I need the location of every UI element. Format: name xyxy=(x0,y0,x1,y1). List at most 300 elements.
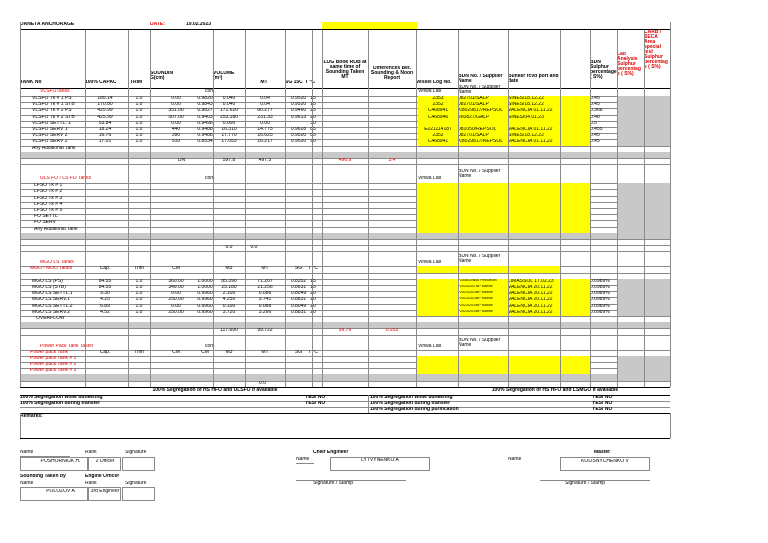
vlsfo-total-mt: 497.5 xyxy=(258,158,272,163)
mgo-port: VALENCIA 20.11.22 xyxy=(508,304,560,310)
grid-line xyxy=(20,88,670,89)
col-carb: CARB / SECA Area special test Sulphur percentag e ( S%) xyxy=(644,30,668,70)
col-bunker: Bunker rcvd port and date xyxy=(508,74,559,84)
mgo-bdn: 2023/201/BP Marine xyxy=(460,310,508,316)
grid-line xyxy=(540,480,650,481)
vlsfo-volume: 253.180 xyxy=(219,114,239,120)
vlsfo-vessel-log: E221114187 xyxy=(418,127,458,133)
mgo-subtitle: MGO / MDO Tanks xyxy=(30,266,73,272)
vlsfo-mt: 16.217 xyxy=(257,139,273,145)
vlsfo-tank-name: VLSFO Tk # 2 PS xyxy=(32,108,72,114)
vlsfo-capacity: 16.76 xyxy=(98,133,112,139)
mgo-tank-name: MGO LS (STB) xyxy=(32,285,66,290)
vlsfo-mt: 80.277 xyxy=(257,108,273,114)
sig-chief-engineer: Chief Engineer xyxy=(313,450,349,455)
vlsfo-temp: 15 xyxy=(310,96,316,101)
vlsfo-capacity: 53.84 xyxy=(98,120,112,126)
grid-line xyxy=(20,316,670,317)
grid-line xyxy=(128,30,129,387)
ulsfo-tank-name: LFSO Tk # 5 xyxy=(34,208,63,213)
mgo-temp: 20 xyxy=(310,297,316,303)
power-total: 0.0 xyxy=(259,380,266,386)
mgo-cm: 360.00 xyxy=(168,278,184,284)
vlsfo-capacity: 425.99 xyxy=(97,108,113,114)
vlsfo-tank-name: VLSFO Tk # 2 STB xyxy=(32,114,75,120)
power-tank-name: Power pack Tank # 2 xyxy=(30,362,77,367)
vlsfo-capacity: 17.01 xyxy=(98,139,112,145)
vlsfo-trim: 1.0 xyxy=(135,102,143,108)
ulsfo-vlab: Vinwa Lab xyxy=(418,176,442,182)
mgo-cm: 250.00 xyxy=(168,309,184,315)
sig-left-name: POSHORNIUK H. xyxy=(40,459,81,464)
vlsfo-capacity: 425.99 xyxy=(97,114,113,120)
vlsfo-temp: 85 xyxy=(310,127,316,132)
sig-master-name-label: Name xyxy=(508,457,522,462)
vlsfo-capacity: 18.24 xyxy=(98,127,112,132)
vlsfo-temp: 85 xyxy=(310,133,316,139)
seg-right-yes-no: YES/ NO xyxy=(592,394,613,400)
grid-line xyxy=(245,30,246,387)
col-temp: T °C xyxy=(304,80,316,85)
ulsfo-tank-name: Any Additional Tank xyxy=(34,226,78,232)
mgo-log-total: 99.76 xyxy=(338,328,352,334)
vlsfo-bdn: KB029817/REPSOL xyxy=(458,108,508,114)
col-volume: VOLUME (m³) xyxy=(213,71,235,81)
vlsfo-sounding: 0.00 xyxy=(171,120,181,126)
mgo-bdn: 2023/201/BP Marine xyxy=(460,291,508,297)
power-cm-hdr: CM xyxy=(172,349,180,355)
mgo-sg: 0.8049 xyxy=(290,291,307,297)
sig-signature-label-2: Signature xyxy=(125,481,147,486)
vlsfo-sounding: 0.00 xyxy=(171,96,181,101)
vlsfo-sulphur: 0.45 xyxy=(590,102,600,108)
mgo-bdn: 2023/201/BP Marine xyxy=(460,297,508,303)
remarks-label: Remarks: xyxy=(20,414,43,420)
vlsfo-bdn-hdr: BDN No. / Supplier Name xyxy=(458,85,501,95)
vessel-name: DANETA ANCHORAGE xyxy=(20,22,75,27)
vlsfo-port: SINES/04.01.23 xyxy=(508,115,560,121)
vlsfo-port: SINES/18.12.22 xyxy=(508,133,560,139)
mgo-mt: 3.266 xyxy=(258,309,272,315)
grid-line xyxy=(20,413,21,438)
vlsfo-trim: 1.0 xyxy=(135,96,143,101)
vlsfo-sounding: 0.00 xyxy=(171,102,181,108)
grid-line xyxy=(20,407,670,408)
mgo-correction: 0.9960 xyxy=(197,309,213,315)
col-sg: SG 15C xyxy=(285,80,303,85)
vlsfo-sulphur: 0.368 xyxy=(590,108,603,114)
grid-line xyxy=(20,273,670,274)
sig-box xyxy=(20,457,88,471)
mgo-m3: 25.180 xyxy=(221,285,237,290)
ulsfo-title: ULS FO / LS FO Tanks xyxy=(40,176,92,182)
mgo-cm: 0.00 xyxy=(171,303,181,309)
grid-line xyxy=(150,30,151,387)
mgo-tank-name: MGO LS SERV.1 xyxy=(32,297,71,303)
sig-master: Master xyxy=(594,450,611,455)
col-soundings: SOUNDIN G(cm) xyxy=(150,71,174,81)
sig-name-label: Name xyxy=(20,450,34,455)
vlsfo-trim: 1.0 xyxy=(135,120,143,126)
vlsfo-vessel-log: 2352 xyxy=(418,102,458,108)
seg-left-yes-no: YES/ NO xyxy=(305,401,326,406)
grid-line xyxy=(85,30,86,387)
vlsfo-mt: 0.00 xyxy=(260,120,270,126)
ulsfo-tank-name: LFSO Tk # 1 xyxy=(34,183,63,189)
mgo-sulphur: 0.0989% xyxy=(590,303,610,309)
vlsfo-vessel-log: 2352 xyxy=(418,133,458,139)
vlsfo-correction: 0.9488 xyxy=(197,133,213,139)
power-m3-hdr: M3 xyxy=(225,349,233,355)
vlsfo-correction: 0.9827 xyxy=(197,108,213,114)
grid-line xyxy=(368,395,369,414)
vlsfo-sulphur: 0.45 xyxy=(590,96,600,101)
vlsfo-capacity: 170.80 xyxy=(97,102,113,108)
mgo-cap-hdr: Cap. xyxy=(99,266,111,272)
mgo-cm: 0.00 xyxy=(171,291,181,297)
mgo-mt: 0.088 xyxy=(258,291,272,297)
mgo-sulphur: 0.0989% xyxy=(590,297,610,303)
mgo-sg: 0.8831 xyxy=(290,309,307,315)
mgo-mt-hdr: MT xyxy=(261,266,269,272)
col-tank-no: TANK No xyxy=(20,80,42,85)
power-cm2-hdr: CM xyxy=(201,349,209,355)
mgo-diff-total: 0.203 xyxy=(385,328,399,334)
vlsfo-temp: 15 xyxy=(310,102,316,108)
sig-ce-name: LYTVYNENKO A xyxy=(361,458,399,463)
mgo-sg: 0.8049 xyxy=(290,303,307,309)
grid-line xyxy=(590,30,591,387)
col-lab-analysis: Lab Analysis Sulphur percentag e ( S%) xyxy=(617,52,641,77)
mgo-total-mt: 99.722 xyxy=(257,328,273,334)
mgo-temp: 20 xyxy=(310,309,316,315)
mgo-mt: 71.207 xyxy=(257,278,273,284)
vlsfo-diff-total: 3.4 xyxy=(388,158,396,163)
ulsfo-tank-name: LFSO Tk # 3 xyxy=(34,195,63,201)
vlsfo-port: VALENCIA 01.11.22 xyxy=(508,127,560,133)
grid-line xyxy=(20,245,670,246)
sig-box xyxy=(560,457,650,471)
vlsfo-sg: 0.9520 xyxy=(290,133,307,139)
vlsfo-correction: 0.9403 xyxy=(197,114,213,120)
vlsfo-sulphur: 0.455 xyxy=(590,127,603,132)
vlsfo-sg: 0.9460 xyxy=(290,108,307,114)
vlsfo-volume: 0.040 xyxy=(222,102,236,108)
sig-box xyxy=(122,457,155,471)
mgo-title: MGO LS Tanks xyxy=(40,260,74,266)
vlsfo-sulphur: 0.45 xyxy=(590,139,600,145)
grid-line xyxy=(20,438,670,439)
grid-line xyxy=(560,30,561,387)
grid-line xyxy=(312,30,313,387)
col-log-book: LOG Book ROB at same time of Sounding Taken MT xyxy=(323,60,367,80)
vlsfo-vlab: Vinwa Lab xyxy=(418,89,442,94)
mgo-m3: 0.100 xyxy=(222,303,236,309)
vlsfo-port: VALENCIA 01.11.22 xyxy=(508,108,560,114)
sig-engine-officer: Engine Officer xyxy=(85,474,120,479)
mgo-mt: 21.256 xyxy=(257,285,273,290)
sig-sounding-by: Sounding Taken by xyxy=(20,474,66,479)
mgo-vlab: Vinwa Lab xyxy=(418,260,442,266)
power-trim-hdr: Trim xyxy=(134,349,144,355)
mgo-capacity: 84.55 xyxy=(98,278,112,284)
mgo-correction: 0.9960 xyxy=(197,297,213,303)
sig-master-stamp: Signature / Stamp xyxy=(565,481,606,486)
power-cap-hdr: Cap. xyxy=(99,349,111,355)
seg-right-title: 100% Segregation of HS HFO and LSMGO if available xyxy=(491,387,619,393)
vlsfo-corr: corr. xyxy=(205,89,215,94)
vlsfo-title: VLSFOTanks xyxy=(40,89,70,94)
mgo-mt: 0.088 xyxy=(258,303,272,309)
vlsfo-port: VALENCIA 01.11.22 xyxy=(508,139,560,145)
grid-line xyxy=(20,29,670,30)
power-temp-hdr: T °C xyxy=(308,349,318,355)
mgo-sg-hdr: SG xyxy=(294,266,303,272)
vlsfo-volume: 171.620 xyxy=(219,108,239,114)
vlsfo-mt: 231.33 xyxy=(257,114,273,120)
mgo-capacity: 84.55 xyxy=(98,285,112,290)
sig-ce-name-label: Name xyxy=(296,457,310,462)
vlsfo-tank-name: VLSFO SERV 2 xyxy=(32,133,68,139)
grid-line xyxy=(20,146,670,147)
grid-line xyxy=(670,413,671,438)
vlsfo-log-total: 496.9 xyxy=(338,158,352,163)
vlsfo-volume: 17.053 xyxy=(221,139,237,145)
grid-line xyxy=(322,30,323,387)
mgo-tank-name: MGO LS SETTL.1 xyxy=(32,291,73,297)
mgo-port: VALENCIA 20.11.22 xyxy=(508,291,560,297)
vlsfo-temp: 25 xyxy=(310,108,316,114)
mgo-trim: 1.0 xyxy=(135,291,143,297)
mgo-sulphur: 0.0989% xyxy=(590,291,610,297)
grid-line xyxy=(20,381,670,382)
mgo-correction: 1.0000 xyxy=(197,278,213,284)
mgo-temp: 20 xyxy=(310,303,316,309)
mgo-port: LIMASSOL 17.02.23 xyxy=(508,279,560,285)
col-bdn-sulphur: BDN Sulphur percentage ( S%) xyxy=(590,60,617,80)
grid-line xyxy=(20,251,670,252)
mgo-bdn: 2006/Unilod Petroleum xyxy=(460,279,508,285)
vlsfo-tank-name: VLSFO SERV 2 xyxy=(32,139,68,145)
mgo-capacity: 9.30 xyxy=(100,291,110,297)
ulsfo-tank-name: LFSO Tk # 4 xyxy=(34,201,63,207)
grid-line xyxy=(508,30,509,387)
vlsfo-correction: 0.9843 xyxy=(197,102,213,108)
vlsfo-bdn: 082701/SALP xyxy=(458,96,508,102)
mgo-port: VALENCIA 20.11.22 xyxy=(508,297,560,303)
mgo-port: VALENCIA 20.11.22 xyxy=(508,285,560,291)
sig-box xyxy=(88,457,121,471)
vlsfo-sulphur: 0.45 xyxy=(590,133,600,139)
vlsfo-tank-name: VLSFO Tk # 1 STB xyxy=(32,102,75,108)
mgo-tank-name: MGO LS SETTL.2 xyxy=(32,303,73,309)
power-tank-name: Power pack Tank # 3 xyxy=(30,368,77,374)
mgo-port: VALENCIA 20.11.22 xyxy=(508,310,560,316)
grid-line xyxy=(296,463,314,464)
mgo-sg: 0.8352 xyxy=(290,278,307,284)
mgo-sulphur: 0.0989% xyxy=(590,309,610,315)
sig-left2-rank: 3rd Engineer xyxy=(90,489,120,494)
vlsfo-mt: 14.775 xyxy=(257,127,273,132)
sig-left-rank: 2 Officer xyxy=(95,459,115,464)
vlsfo-volume: 0.000 xyxy=(222,120,236,126)
date-value: 19.02.2023 xyxy=(186,22,212,27)
sig-box xyxy=(122,487,155,501)
mgo-sulphur: 0.0989% xyxy=(590,285,610,290)
mgo-sg: 0.8631 xyxy=(290,285,307,290)
seg-left-row: 100% Segregation during transfer xyxy=(20,401,101,406)
col-trim: TRIM xyxy=(130,80,143,85)
grid-line xyxy=(617,30,618,387)
mgo-cm: 250.00 xyxy=(168,297,184,303)
mgo-trim: 1.0 xyxy=(135,297,143,303)
vlsfo-extra-tank: Any Additional Tank xyxy=(32,145,76,151)
vlsfo-mt: 16.625 xyxy=(257,133,273,139)
mgo-trim: 1.0 xyxy=(135,303,143,309)
vlsfo-volume: 17.770 xyxy=(221,133,237,139)
mgo-capacity: 6.89 xyxy=(100,303,110,309)
vlsfo-bdn: 260827/GALP xyxy=(458,115,508,121)
mgo-capacity: 4.52 xyxy=(100,309,110,315)
mgo-bdn: 2023/201 BP Marine xyxy=(460,285,508,291)
mgo-cm-hdr: CM xyxy=(172,266,180,272)
vlsfo-sg: 0.9520 xyxy=(290,102,307,108)
ulsfo-total-mt: 0.0 xyxy=(250,245,258,251)
vlsfo-bdn: KB029817/REPSOL xyxy=(458,139,508,145)
vlsfo-sulphur: 0.48 xyxy=(590,114,600,120)
vlsfo-temp: 20 xyxy=(310,114,316,120)
vlsfo-sg: 0.9628 xyxy=(290,127,307,132)
power-bdn-hdr: BDN No. / Supplier Name xyxy=(458,337,501,348)
power-vlab: Vinwa Lab xyxy=(418,343,442,349)
vlsfo-temp: 30 xyxy=(310,120,316,126)
vlsfo-tank-name: VLSFO SETTL. 1 xyxy=(32,120,71,126)
date-label: DATE: xyxy=(150,22,165,27)
vlsfo-tank-name: VLSFO SERV 1 xyxy=(32,127,68,132)
mgo-tank-name: MGO LS SERV.2 xyxy=(32,309,71,315)
vlsfo-port: SINES/18.12.22 xyxy=(508,102,560,108)
col-mt: MT xyxy=(260,80,268,85)
col-vessel-log: Vessel Log No. xyxy=(416,80,452,85)
grid-line xyxy=(296,480,406,481)
vlsfo-sounding: 390 xyxy=(171,133,181,139)
seg-right-yes-no: YES/ NO xyxy=(592,401,613,406)
power-tank-name: Power pack Tank # 1 xyxy=(30,355,77,361)
vlsfo-volume: 16.310 xyxy=(221,127,237,132)
col-capac: 100% CAPAC xyxy=(85,80,117,85)
grid-line xyxy=(285,30,286,387)
mgo-temp-hdr: T °C xyxy=(308,266,318,272)
grid-line xyxy=(458,30,459,387)
grid-line xyxy=(20,22,21,387)
sig-signature-label: Signature xyxy=(125,450,147,455)
vlsfo-sg: 0.9613 xyxy=(290,114,307,120)
vlsfo-total-label: DN xyxy=(177,158,186,163)
mgo-temp: 15 xyxy=(310,278,316,284)
ulsfo-tank-name: FO SERV xyxy=(34,220,56,226)
mgo-bdn: 2023/201/BP Marine xyxy=(460,304,508,310)
mgo-tank-name: MGO LS (PS) xyxy=(32,278,63,284)
vlsfo-capacity: 185.14 xyxy=(97,96,113,101)
vlsfo-mt: 0.04 xyxy=(260,96,270,101)
mgo-correction: 1.0000 xyxy=(197,285,213,290)
power-sg-hdr: SG xyxy=(294,349,303,355)
vlsfo-total-volume: 597.8 xyxy=(222,158,236,163)
vlsfo-tank-name: VLSFO Tk # 1 PS xyxy=(32,96,72,101)
vlsfo-bdn: 082701/SALP xyxy=(458,133,508,139)
sig-rank-label-2: Rank xyxy=(85,481,97,486)
power-corr: corr. xyxy=(205,343,215,349)
mgo-mt: 3.741 xyxy=(258,297,272,303)
mgo-m3: 4.250 xyxy=(222,297,236,303)
grid-line xyxy=(644,30,645,387)
grid-line xyxy=(213,30,214,387)
mgo-trim: 1.0 xyxy=(135,309,143,315)
vlsfo-correction: 0.9498 xyxy=(197,120,213,126)
col-bdn: BDN No. / Supplier Name xyxy=(458,74,503,84)
grid-line xyxy=(20,413,670,414)
vlsfo-sounding: 507.00 xyxy=(168,114,184,120)
col-differences: Differences Bet. Sounding & Noon Report xyxy=(370,66,414,81)
mgo-overflow: OVERFLOW xyxy=(36,316,65,321)
mgo-trim: 1.0 xyxy=(135,278,143,284)
mgo-sg: 0.8831 xyxy=(290,297,307,303)
vlsfo-sounding: 351.00 xyxy=(168,108,184,114)
grid-line xyxy=(670,22,671,387)
mgo-temp: 20 xyxy=(310,291,316,297)
ulsfo-bdn-hdr: BDN No. / Supplier Name xyxy=(458,169,501,180)
ulsfo-tank-name: LFSO Tk # 2 xyxy=(34,189,63,195)
mgo-correction: 0.9960 xyxy=(197,303,213,309)
seg-right-row: 100% Segregation while bunkering xyxy=(370,394,453,400)
vlsfo-port: SINES/18.12.22 xyxy=(508,96,560,102)
mgo-total-volume: 117.690 xyxy=(220,328,238,334)
sig-master-name: KOLISNYCHENKO V xyxy=(581,459,629,464)
mgo-temp: 15 xyxy=(310,285,316,290)
vlsfo-trim: 1.0 xyxy=(135,114,143,120)
mgo-trim: 1.0 xyxy=(135,285,143,290)
grid-line xyxy=(20,335,670,336)
power-subtitle: Power pack Tank xyxy=(30,349,68,355)
grid-line xyxy=(20,164,670,165)
ulsfo-total-volume: 0.0 xyxy=(225,245,233,251)
vlsfo-mt: 0.04 xyxy=(260,102,270,108)
vlsfo-sg: 0.9520 xyxy=(290,96,307,101)
sig-box xyxy=(20,487,88,501)
vlsfo-vessel-log: C468941 xyxy=(418,139,458,145)
grid-line xyxy=(368,30,369,387)
power-title: Power Pack Tank Taken xyxy=(40,343,94,349)
sig-left2-name: POLOZOV A xyxy=(46,489,75,494)
seg-left-title: 100% Segregation of HS HFO and ULSFO if available xyxy=(152,387,278,393)
ulsfo-tank-name: FO SETTL xyxy=(34,214,58,220)
vlsfo-sg: 0.9520 xyxy=(290,139,307,145)
vlsfo-vessel-log: C468946 xyxy=(418,115,458,121)
vlsfo-trim: 1.0 xyxy=(135,139,143,145)
vlsfo-temp: 90 xyxy=(310,139,316,145)
mgo-bdn-hdr: BDN No. / Supplier Name xyxy=(458,254,501,265)
mgo-trim-hdr: Trim xyxy=(134,266,144,272)
vlsfo-trim: 1.0 xyxy=(135,108,143,114)
sig-box xyxy=(88,487,121,501)
mgo-m3-hdr: M3 xyxy=(225,266,233,272)
sig-box xyxy=(330,457,430,471)
seg-right-row: 100% Segregation during purification xyxy=(370,407,459,413)
mgo-capacity: 4.25 xyxy=(100,297,110,303)
vlsfo-sounding: 440 xyxy=(171,127,181,132)
seg-left-yes-no: YES/ NO xyxy=(305,394,326,400)
sig-name-label-2: Name xyxy=(20,481,34,486)
